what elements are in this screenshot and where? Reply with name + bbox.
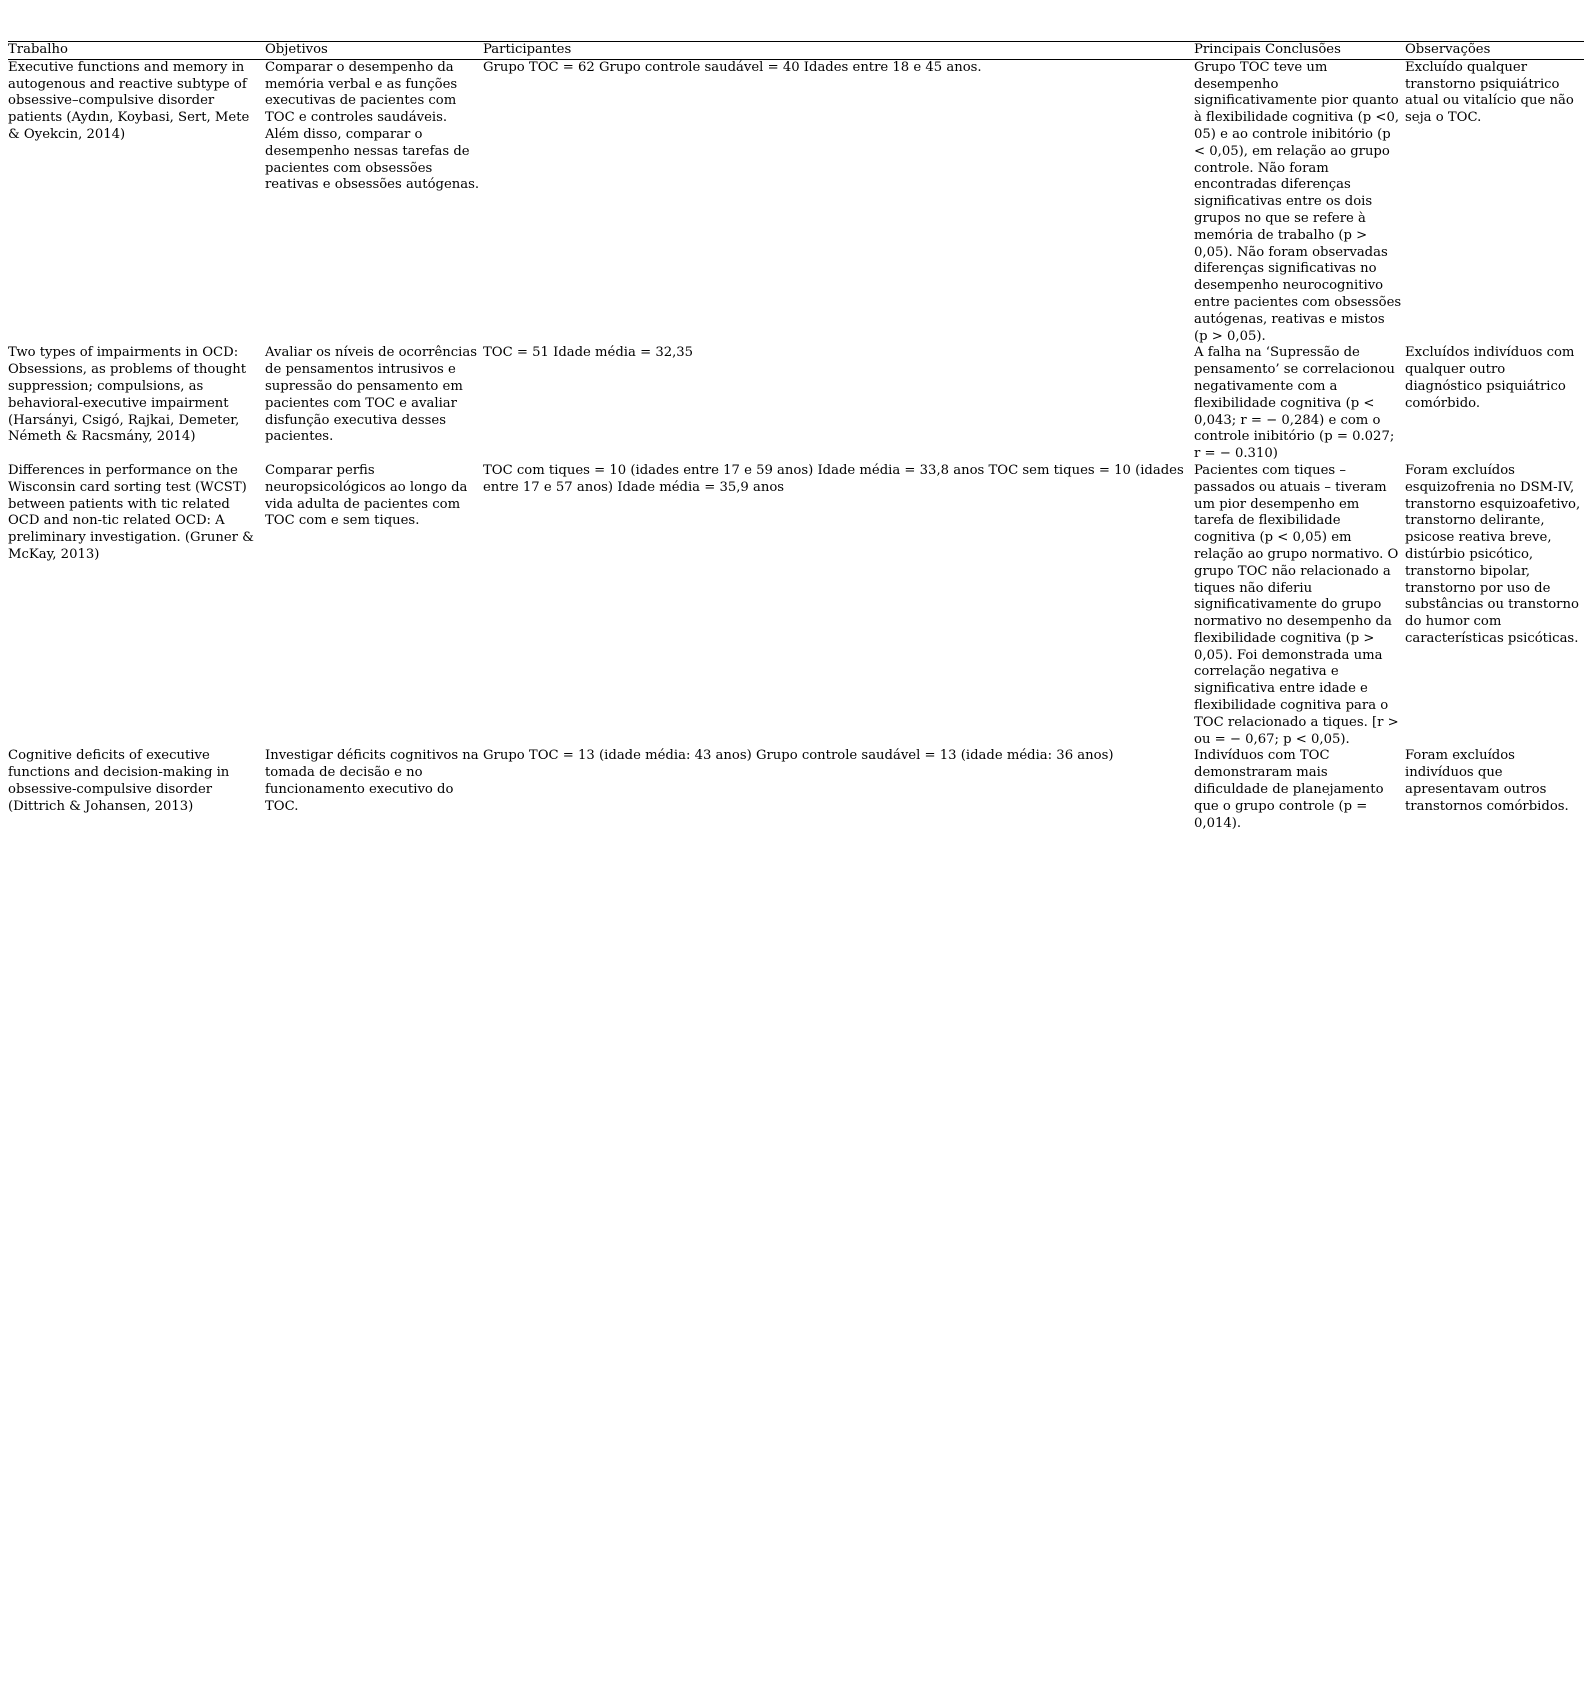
cell-text: Grupo TOC = 13 (idade média: 43 anos) Grupo controle saudável = 13 (idade média: 36 anos) — [483, 748, 1114, 764]
cell-text: Differences in performance on the Wisconsin card sorting test (WCST) between patients with tic related OCD and non-tic related OCD: A preliminary investigation. (Gruner & McKay, 2013) — [8, 462, 254, 562]
cell-text: Excluído qualquer transtorno psiquiátrico atual ou vitalício que não seja o TOC. — [1405, 59, 1574, 126]
cell-participantes — [483, 59, 1194, 345]
cell-text: Investigar déficits cognitivos na tomada de decisão e no funcionamento executivo do TOC. — [265, 748, 479, 814]
table-row — [8, 463, 1584, 749]
cell-trabalho — [8, 345, 265, 463]
cell-text: Grupo TOC = 62 Grupo controle saudável = 40 Idades entre 18 e 45 anos. — [483, 59, 982, 75]
header-observacoes: Observações — [1405, 42, 1584, 60]
cell-text: Indivíduos com TOC demonstraram mais dificuldade de planejamento que o grupo controle (p = 0,014). — [1194, 748, 1384, 831]
cell-text: Grupo TOC teve um desempenho significativamente pior quanto à flexibilidade cognitiva (p <0, 05) e ao controle inibitório (p < 0,05), em relação ao grupo controle. Não foram encontradas diferenças significativas entre os dois grupos no que se refere à memória de trabalho (p > 0,05). Não foram observadas diferenças significativas no desempenho neurocognitivo entre pacientes com obsessões autógenas, reativas e mistos (p > 0,05). — [1194, 59, 1402, 344]
cell-text: Two types of impairments in OCD: Obsessions, as problems of thought suppression; compulsions, as behavioral-executive impairment (Harsányi, Csigó, Rajkai, Demeter, Németh & Racsmány, 2014) — [8, 345, 247, 445]
cell-text: Foram excluídos indivíduos que apresentavam outros transtornos comórbidos. — [1405, 748, 1569, 814]
cell-text: Comparar o desempenho da memória verbal e as funções executivas de pacientes com TOC e controles saudáveis. Além disso, comparar o desempenho nessas tarefas de pacientes com obsessões reativas e obsessões autógenas. — [265, 59, 480, 193]
header-participantes: Participantes — [483, 42, 1194, 60]
cell-objetivos — [265, 59, 483, 345]
cell-text: TOC = 51 Idade média = 32,35 — [483, 345, 694, 361]
cell-text: Foram excluídos esquizofrenia no DSM-IV, transtorno esquizoafetivo, transtorno delirante, psicose reativa breve, distúrbio psicótico, transtorno bipolar, transtorno por uso de substâncias ou transtorno do humor com características psicóticas. — [1405, 462, 1581, 646]
cell-observacoes — [1405, 463, 1584, 749]
header-objetivos: Objetivos — [265, 42, 483, 60]
cell-trabalho — [8, 59, 265, 345]
cell-objetivos — [265, 345, 483, 463]
header-trabalho: Trabalho — [8, 42, 265, 60]
table-body — [8, 59, 1584, 832]
cell-conclusoes — [1194, 463, 1405, 749]
cell-text: Avaliar os níveis de ocorrências de pensamentos intrusivos e supressão do pensamento em pacientes com TOC e avaliar disfunção executiva desses pacientes. — [265, 345, 477, 445]
cell-text: Executive functions and memory in autogenous and reactive subtype of obsessive–compulsive disorder patients (Aydın, Koybasi, Sert, Mete & Oyekcin, 2014) — [8, 59, 250, 142]
cell-conclusoes — [1194, 59, 1405, 345]
cell-text: Pacientes com tiques – passados ou atuais – tiveram um pior desempenho em tarefa de flexibilidade cognitiva (p < 0,05) em relação ao grupo normativo. O grupo TOC não relacionado a tiques não diferiu significativamente do grupo normativo no desempenho da flexibilidade cognitiva (p > 0,05). Foi demonstrada uma correlação negativa e significativa entre idade e flexibilidade cognitiva para o TOC relacionado a tiques. [r > ou = − 0,67; p < 0,05). — [1194, 462, 1399, 747]
cell-objetivos — [265, 748, 483, 832]
studies-table — [8, 41, 1584, 832]
cell-trabalho — [8, 748, 265, 832]
cell-participantes — [483, 748, 1194, 832]
header-row — [8, 42, 1584, 60]
cell-text: Cognitive deficits of executive functions and decision-making in obsessive-compulsive disorder (Dittrich & Johansen, 2013) — [8, 748, 230, 814]
cell-observacoes — [1405, 748, 1584, 832]
cell-objetivos — [265, 463, 483, 749]
cell-text: TOC com tiques = 10 (idades entre 17 e 59 anos) Idade média = 33,8 anos TOC sem tiques = 10 (idades entre 17 e 57 anos) Idade média = 35,9 anos — [483, 462, 1184, 495]
header-conclusoes: Principais Conclusões — [1194, 42, 1405, 60]
cell-participantes — [483, 463, 1194, 749]
cell-text: Excluídos indivíduos com qualquer outro diagnóstico psiquiátrico comórbido. — [1405, 345, 1575, 411]
cell-conclusoes — [1194, 748, 1405, 832]
cell-trabalho — [8, 463, 265, 749]
cell-observacoes — [1405, 345, 1584, 463]
document-page — [8, 41, 1584, 832]
table-row — [8, 748, 1584, 832]
cell-text: Comparar perfis neuropsicológicos ao longo da vida adulta de pacientes com TOC com e sem tiques. — [265, 462, 468, 529]
cell-observacoes — [1405, 59, 1584, 345]
table-header — [8, 42, 1584, 60]
table-row — [8, 345, 1584, 463]
cell-text: A falha na ‘Supressão de pensamento’ se correlacionou negativamente com a flexibilidade cognitiva (p < 0,043; r = − 0,284) e com o controle inibitório (p = 0.027; r = − 0.310) — [1194, 345, 1395, 462]
cell-conclusoes — [1194, 345, 1405, 463]
cell-participantes — [483, 345, 1194, 463]
table-row — [8, 59, 1584, 345]
